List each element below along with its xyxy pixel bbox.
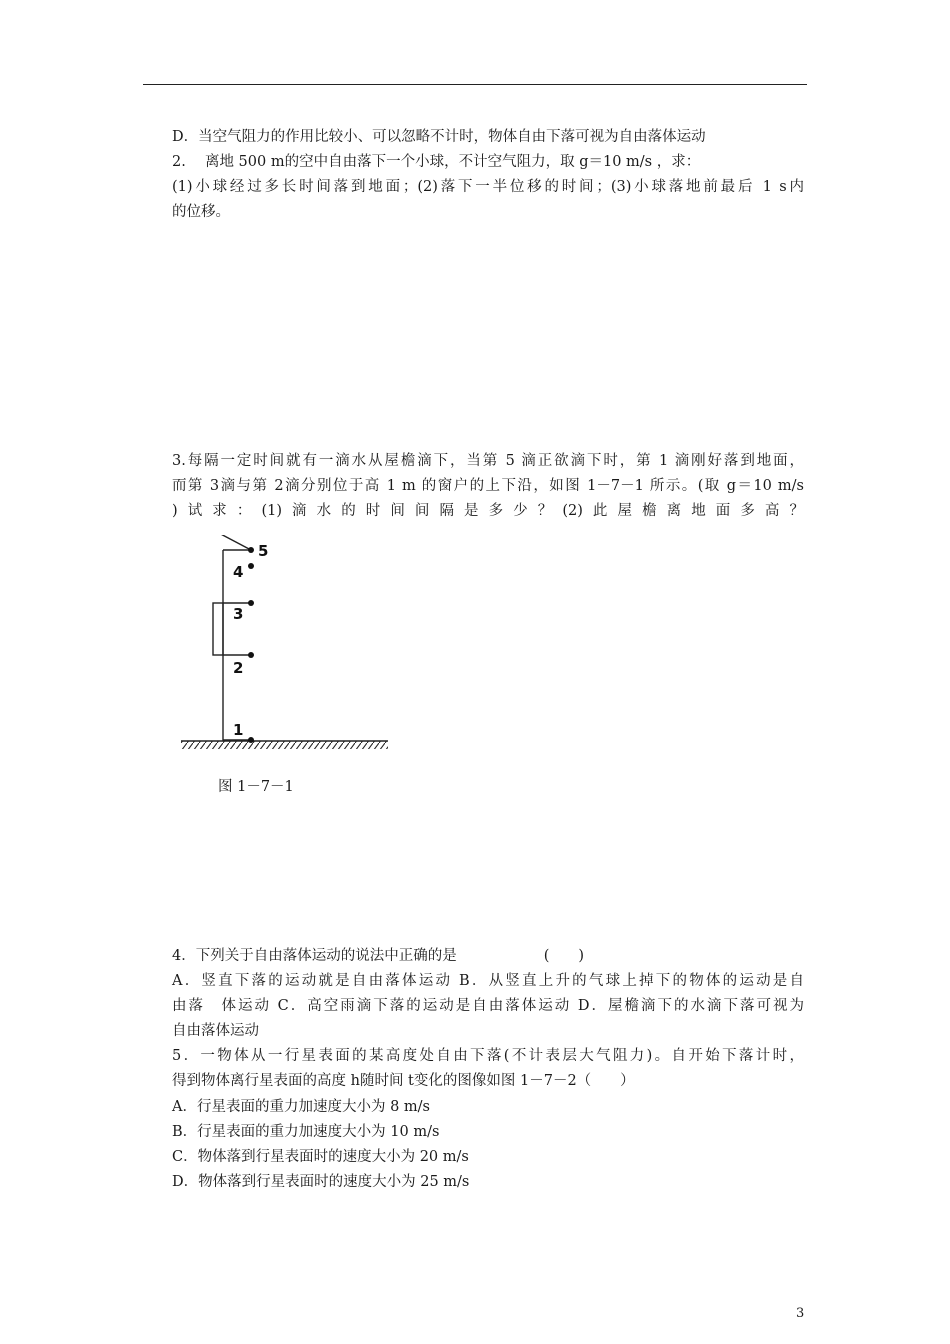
label-3: 3 [233,605,244,623]
q2-subquestions: (1)小球经过多长时间落到地面；(2)落下一半位移的时间；(3)小球落地前最后 1 s内 [172,179,804,195]
label-4: 4 [233,563,244,581]
roof-line [215,535,251,550]
q5-option-b: B．行星表面的重力加速度大小为 10 m/s [172,1124,440,1140]
window [213,603,223,655]
q5-stem-cont: 得到物体离行星表面的高度 h随时间 t变化的图像如图 1－7－2（ ） [172,1073,635,1089]
drop-1 [248,737,254,743]
q5-option-d: D．物体落到行星表面时的速度大小为 25 m/s [172,1174,470,1190]
label-5: 5 [258,542,269,560]
q4-options-end: 自由落体运动 [172,1023,259,1039]
header-rule [143,84,807,85]
q3-stem-cont: 而第 3滴与第 2滴分别位于高 1 m 的窗户的上下沿，如图 1－7－1 所示。(取 g＝10 m/s [172,478,804,494]
drop-3 [248,600,254,606]
q4-options-cont: 由落 体运动 C．高空雨滴下落的运动是自由落体运动 D．屋檐滴下的水滴下落可视为 [172,998,804,1014]
q5-stem: 5．一物体从一行星表面的某高度处自由下落(不计表层大气阻力)。自开始下落计时， [172,1048,804,1064]
figure-1-7-1 [175,535,395,759]
drop-5 [248,547,254,553]
label-2: 2 [233,659,244,677]
q5-option-c: C．物体落到行星表面时的速度大小为 20 m/s [172,1149,469,1165]
q4-options: A．竖直下落的运动就是自由落体运动 B．从竖直上升的气球上掉下的物体的运动是自 [172,973,804,989]
q1-option-d: D．当空气阻力的作用比较小、可以忽略不计时，物体自由下落可视为自由落体运动 [172,129,706,145]
drop-4 [248,563,254,569]
q3-stem: 3.每隔一定时间就有一滴水从屋檐滴下，当第 5 滴正欲滴下时，第 1 滴刚好落到地面， [172,453,804,469]
q2-subquestions-cont: 的位移。 [172,204,230,220]
q4-stem: 4．下列关于自由落体运动的说法中正确的是 ( ) [172,948,585,964]
label-1: 1 [233,721,244,739]
page-number: 3 [796,1306,805,1321]
q5-option-a: A．行星表面的重力加速度大小为 8 m/s [172,1099,430,1115]
q3-questions: )试求：(1)滴水的时间间隔是多少？(2)此屋檐离地面多高？ [172,503,804,519]
drop-2 [248,652,254,658]
figure-caption: 图 1－7－1 [218,779,294,795]
ground-hatch [181,741,388,749]
q2-stem: 2. 离地 500 m的空中自由落下一个小球，不计空气阻力，取 g＝10 m/s ，求： [172,154,701,170]
